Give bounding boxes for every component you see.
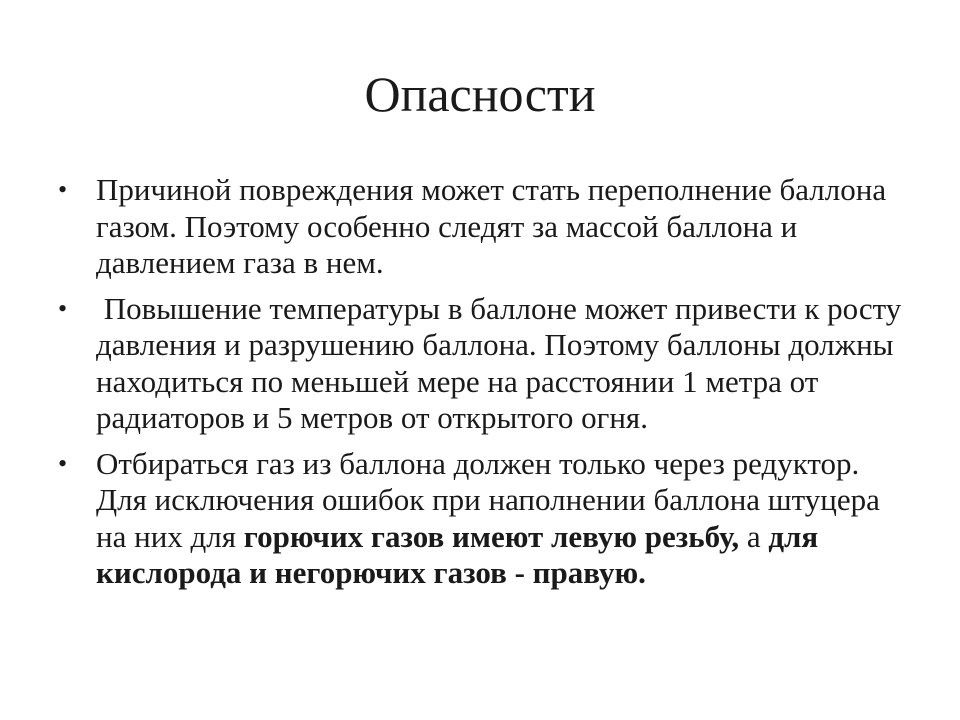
bullet-text-bold: горючих газов имеют левую резьбу, xyxy=(243,518,740,554)
bullet-dot-icon: • xyxy=(58,293,68,323)
slide-title: Опасности xyxy=(364,66,596,122)
bullet-text-part: а xyxy=(739,518,769,554)
bullet-text-bold: для кислорода и негорючих газов - правую. xyxy=(96,518,819,590)
bullet-item xyxy=(58,291,908,437)
bullet-text: Повышение температуры в баллоне может привести к росту давления и разрушению баллона. Поэтому баллоны должны находиться по меньшей мере на расстоянии 1 метра от радиаторов и 5 метров от открытого огня. xyxy=(96,290,910,435)
bullet-text xyxy=(96,446,880,591)
bullet-item xyxy=(58,172,908,282)
bullet-dot-icon: • xyxy=(58,175,68,204)
bullet-item xyxy=(58,446,908,592)
bullet-text-part: Отбираться газ из баллона должен только через редуктор. Для исключения ошибок при наполнении баллона штуцера на них для xyxy=(96,445,880,554)
bullet-text: Причиной повреждения может стать переполнение баллона газом. Поэтому особенно следят за массой баллона и давлением газа в нем. xyxy=(96,172,887,280)
bullet-dot-icon: • xyxy=(58,448,68,478)
bullet-list xyxy=(58,172,908,601)
